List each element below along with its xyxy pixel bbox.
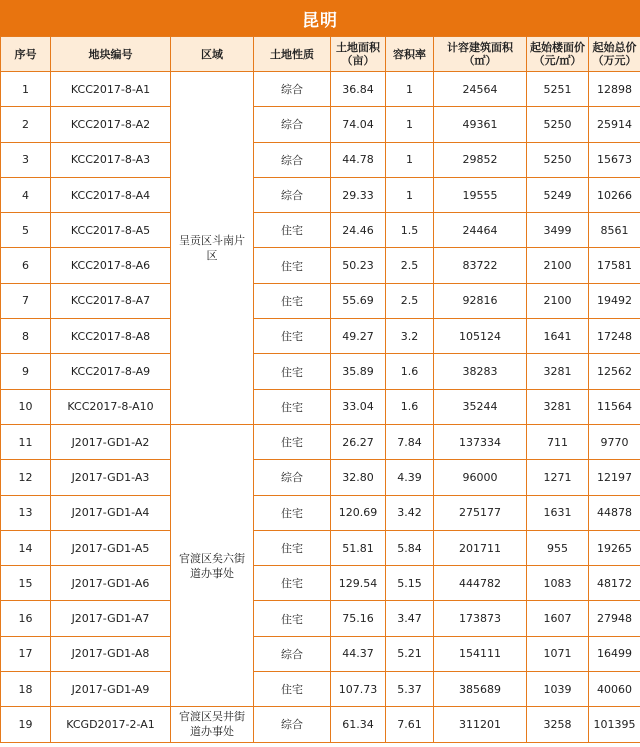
cell-code: KCC2017-8-A8 bbox=[51, 319, 171, 354]
cell-far: 2.5 bbox=[386, 283, 434, 318]
header-floor-price-unit: （元/㎡） bbox=[533, 54, 582, 67]
cell-area: 44.78 bbox=[331, 142, 386, 177]
cell-code: KCC2017-8-A5 bbox=[51, 213, 171, 248]
cell-index: 7 bbox=[1, 283, 51, 318]
cell-far: 3.2 bbox=[386, 319, 434, 354]
header-total-price bbox=[589, 37, 640, 72]
cell-index: 9 bbox=[1, 354, 51, 389]
cell-gfa: 275177 bbox=[434, 495, 527, 530]
table-row bbox=[1, 672, 640, 707]
table-row bbox=[1, 142, 640, 177]
cell-floor-price: 1641 bbox=[527, 319, 589, 354]
table-row bbox=[1, 319, 640, 354]
cell-gfa: 154111 bbox=[434, 636, 527, 671]
cell-floor-price: 2100 bbox=[527, 248, 589, 283]
cell-total-price: 44878 bbox=[589, 495, 640, 530]
cell-code: J2017-GD1-A6 bbox=[51, 566, 171, 601]
cell-gfa: 83722 bbox=[434, 248, 527, 283]
cell-gfa: 201711 bbox=[434, 530, 527, 565]
cell-nature: 住宅 bbox=[254, 283, 331, 318]
cell-gfa: 29852 bbox=[434, 142, 527, 177]
cell-code: J2017-GD1-A5 bbox=[51, 530, 171, 565]
cell-index: 15 bbox=[1, 566, 51, 601]
cell-total-price: 48172 bbox=[589, 566, 640, 601]
cell-index: 3 bbox=[1, 142, 51, 177]
cell-floor-price: 1039 bbox=[527, 672, 589, 707]
cell-gfa: 92816 bbox=[434, 283, 527, 318]
cell-floor-price: 2100 bbox=[527, 283, 589, 318]
cell-nature: 综合 bbox=[254, 707, 331, 742]
cell-nature: 综合 bbox=[254, 636, 331, 671]
cell-total-price: 11564 bbox=[589, 389, 640, 424]
header-total-price-unit: （万元） bbox=[592, 54, 637, 67]
cell-index: 1 bbox=[1, 72, 51, 107]
table-row bbox=[1, 72, 640, 107]
cell-nature: 综合 bbox=[254, 177, 331, 212]
table-header-row bbox=[1, 37, 640, 72]
cell-far: 7.61 bbox=[386, 707, 434, 742]
cell-index: 17 bbox=[1, 636, 51, 671]
header-area-label: 土地面积 bbox=[336, 41, 380, 54]
cell-total-price: 40060 bbox=[589, 672, 640, 707]
cell-floor-price: 5250 bbox=[527, 142, 589, 177]
cell-nature: 综合 bbox=[254, 72, 331, 107]
cell-far: 1.5 bbox=[386, 213, 434, 248]
cell-total-price: 27948 bbox=[589, 601, 640, 636]
cell-far: 1 bbox=[386, 177, 434, 212]
cell-far: 1.6 bbox=[386, 354, 434, 389]
cell-gfa: 105124 bbox=[434, 319, 527, 354]
cell-area: 51.81 bbox=[331, 530, 386, 565]
table-row bbox=[1, 495, 640, 530]
cell-area: 120.69 bbox=[331, 495, 386, 530]
region-cell: 官渡区矣六街道办事处 bbox=[171, 424, 254, 706]
cell-floor-price: 1083 bbox=[527, 566, 589, 601]
cell-far: 1 bbox=[386, 142, 434, 177]
header-nature: 土地性质 bbox=[254, 37, 331, 72]
header-floor-price-label: 起始楼面价 bbox=[530, 41, 585, 54]
header-gfa bbox=[434, 37, 527, 72]
cell-total-price: 19492 bbox=[589, 283, 640, 318]
cell-code: KCC2017-8-A1 bbox=[51, 72, 171, 107]
cell-nature: 住宅 bbox=[254, 248, 331, 283]
cell-index: 14 bbox=[1, 530, 51, 565]
cell-code: KCGD2017-2-A1 bbox=[51, 707, 171, 742]
cell-area: 36.84 bbox=[331, 72, 386, 107]
cell-code: KCC2017-8-A3 bbox=[51, 142, 171, 177]
cell-nature: 综合 bbox=[254, 142, 331, 177]
cell-area: 33.04 bbox=[331, 389, 386, 424]
cell-gfa: 444782 bbox=[434, 566, 527, 601]
cell-total-price: 12197 bbox=[589, 460, 640, 495]
cell-total-price: 16499 bbox=[589, 636, 640, 671]
cell-gfa: 24564 bbox=[434, 72, 527, 107]
cell-nature: 综合 bbox=[254, 460, 331, 495]
cell-nature: 综合 bbox=[254, 107, 331, 142]
cell-floor-price: 711 bbox=[527, 424, 589, 459]
cell-nature: 住宅 bbox=[254, 354, 331, 389]
table-row bbox=[1, 248, 640, 283]
cell-gfa: 385689 bbox=[434, 672, 527, 707]
cell-area: 61.34 bbox=[331, 707, 386, 742]
table-row bbox=[1, 566, 640, 601]
cell-gfa: 96000 bbox=[434, 460, 527, 495]
table-row bbox=[1, 424, 640, 459]
table-row bbox=[1, 460, 640, 495]
cell-total-price: 19265 bbox=[589, 530, 640, 565]
header-gfa-label: 计容建筑面积 bbox=[447, 41, 513, 54]
cell-far: 1 bbox=[386, 107, 434, 142]
land-parcel-table bbox=[0, 36, 640, 743]
cell-total-price: 12562 bbox=[589, 354, 640, 389]
cell-area: 50.23 bbox=[331, 248, 386, 283]
cell-floor-price: 3281 bbox=[527, 389, 589, 424]
cell-total-price: 9770 bbox=[589, 424, 640, 459]
cell-code: KCC2017-8-A2 bbox=[51, 107, 171, 142]
cell-code: J2017-GD1-A8 bbox=[51, 636, 171, 671]
cell-far: 4.39 bbox=[386, 460, 434, 495]
header-region: 区域 bbox=[171, 37, 254, 72]
cell-floor-price: 5249 bbox=[527, 177, 589, 212]
cell-index: 13 bbox=[1, 495, 51, 530]
table-row bbox=[1, 354, 640, 389]
table-row bbox=[1, 389, 640, 424]
cell-nature: 住宅 bbox=[254, 601, 331, 636]
cell-index: 10 bbox=[1, 389, 51, 424]
cell-index: 2 bbox=[1, 107, 51, 142]
cell-nature: 住宅 bbox=[254, 213, 331, 248]
cell-index: 12 bbox=[1, 460, 51, 495]
table-row bbox=[1, 601, 640, 636]
cell-far: 1.6 bbox=[386, 389, 434, 424]
cell-area: 44.37 bbox=[331, 636, 386, 671]
cell-code: KCC2017-8-A4 bbox=[51, 177, 171, 212]
cell-index: 4 bbox=[1, 177, 51, 212]
cell-index: 16 bbox=[1, 601, 51, 636]
cell-code: J2017-GD1-A9 bbox=[51, 672, 171, 707]
cell-far: 3.42 bbox=[386, 495, 434, 530]
cell-code: KCC2017-8-A10 bbox=[51, 389, 171, 424]
cell-total-price: 25914 bbox=[589, 107, 640, 142]
table-row bbox=[1, 283, 640, 318]
cell-floor-price: 955 bbox=[527, 530, 589, 565]
table-row bbox=[1, 636, 640, 671]
cell-gfa: 35244 bbox=[434, 389, 527, 424]
cell-code: KCC2017-8-A7 bbox=[51, 283, 171, 318]
cell-total-price: 15673 bbox=[589, 142, 640, 177]
header-gfa-unit: （㎡） bbox=[463, 54, 497, 67]
cell-nature: 住宅 bbox=[254, 495, 331, 530]
cell-code: J2017-GD1-A4 bbox=[51, 495, 171, 530]
table-row bbox=[1, 177, 640, 212]
cell-floor-price: 3258 bbox=[527, 707, 589, 742]
cell-code: J2017-GD1-A7 bbox=[51, 601, 171, 636]
table-row bbox=[1, 707, 640, 742]
cell-area: 74.04 bbox=[331, 107, 386, 142]
cell-total-price: 17248 bbox=[589, 319, 640, 354]
cell-index: 6 bbox=[1, 248, 51, 283]
cell-nature: 住宅 bbox=[254, 672, 331, 707]
cell-area: 35.89 bbox=[331, 354, 386, 389]
cell-code: KCC2017-8-A6 bbox=[51, 248, 171, 283]
header-index: 序号 bbox=[1, 37, 51, 72]
cell-gfa: 49361 bbox=[434, 107, 527, 142]
cell-nature: 住宅 bbox=[254, 424, 331, 459]
cell-area: 26.27 bbox=[331, 424, 386, 459]
cell-floor-price: 1071 bbox=[527, 636, 589, 671]
header-floor-price bbox=[527, 37, 589, 72]
cell-total-price: 10266 bbox=[589, 177, 640, 212]
header-area bbox=[331, 37, 386, 72]
cell-code: J2017-GD1-A2 bbox=[51, 424, 171, 459]
table-row bbox=[1, 530, 640, 565]
cell-nature: 住宅 bbox=[254, 319, 331, 354]
cell-far: 7.84 bbox=[386, 424, 434, 459]
table-row bbox=[1, 107, 640, 142]
cell-gfa: 137334 bbox=[434, 424, 527, 459]
cell-area: 75.16 bbox=[331, 601, 386, 636]
cell-area: 55.69 bbox=[331, 283, 386, 318]
cell-floor-price: 3499 bbox=[527, 213, 589, 248]
cell-code: J2017-GD1-A3 bbox=[51, 460, 171, 495]
cell-far: 1 bbox=[386, 72, 434, 107]
cell-nature: 住宅 bbox=[254, 389, 331, 424]
cell-far: 5.84 bbox=[386, 530, 434, 565]
cell-area: 29.33 bbox=[331, 177, 386, 212]
cell-nature: 住宅 bbox=[254, 566, 331, 601]
table-title: 昆明 bbox=[0, 0, 640, 36]
cell-total-price: 12898 bbox=[589, 72, 640, 107]
cell-far: 5.21 bbox=[386, 636, 434, 671]
cell-total-price: 8561 bbox=[589, 213, 640, 248]
cell-area: 107.73 bbox=[331, 672, 386, 707]
table-row bbox=[1, 213, 640, 248]
cell-far: 5.37 bbox=[386, 672, 434, 707]
header-area-unit: （亩） bbox=[341, 54, 375, 67]
cell-nature: 住宅 bbox=[254, 530, 331, 565]
cell-gfa: 173873 bbox=[434, 601, 527, 636]
cell-gfa: 311201 bbox=[434, 707, 527, 742]
cell-area: 49.27 bbox=[331, 319, 386, 354]
cell-area: 129.54 bbox=[331, 566, 386, 601]
cell-floor-price: 1631 bbox=[527, 495, 589, 530]
cell-code: KCC2017-8-A9 bbox=[51, 354, 171, 389]
table-body bbox=[1, 72, 640, 743]
cell-index: 8 bbox=[1, 319, 51, 354]
cell-gfa: 38283 bbox=[434, 354, 527, 389]
cell-floor-price: 1271 bbox=[527, 460, 589, 495]
cell-index: 5 bbox=[1, 213, 51, 248]
cell-index: 19 bbox=[1, 707, 51, 742]
cell-index: 18 bbox=[1, 672, 51, 707]
cell-area: 32.80 bbox=[331, 460, 386, 495]
cell-floor-price: 1607 bbox=[527, 601, 589, 636]
region-cell: 呈贡区斗南片区 bbox=[171, 72, 254, 425]
cell-floor-price: 5251 bbox=[527, 72, 589, 107]
cell-floor-price: 3281 bbox=[527, 354, 589, 389]
cell-far: 2.5 bbox=[386, 248, 434, 283]
cell-index: 11 bbox=[1, 424, 51, 459]
cell-gfa: 24464 bbox=[434, 213, 527, 248]
cell-area: 24.46 bbox=[331, 213, 386, 248]
cell-far: 5.15 bbox=[386, 566, 434, 601]
cell-total-price: 17581 bbox=[589, 248, 640, 283]
region-cell: 官渡区吴井街道办事处 bbox=[171, 707, 254, 742]
cell-gfa: 19555 bbox=[434, 177, 527, 212]
header-far: 容积率 bbox=[386, 37, 434, 72]
cell-total-price: 101395 bbox=[589, 707, 640, 742]
header-code: 地块编号 bbox=[51, 37, 171, 72]
cell-floor-price: 5250 bbox=[527, 107, 589, 142]
cell-far: 3.47 bbox=[386, 601, 434, 636]
header-total-price-label: 起始总价 bbox=[592, 41, 637, 54]
